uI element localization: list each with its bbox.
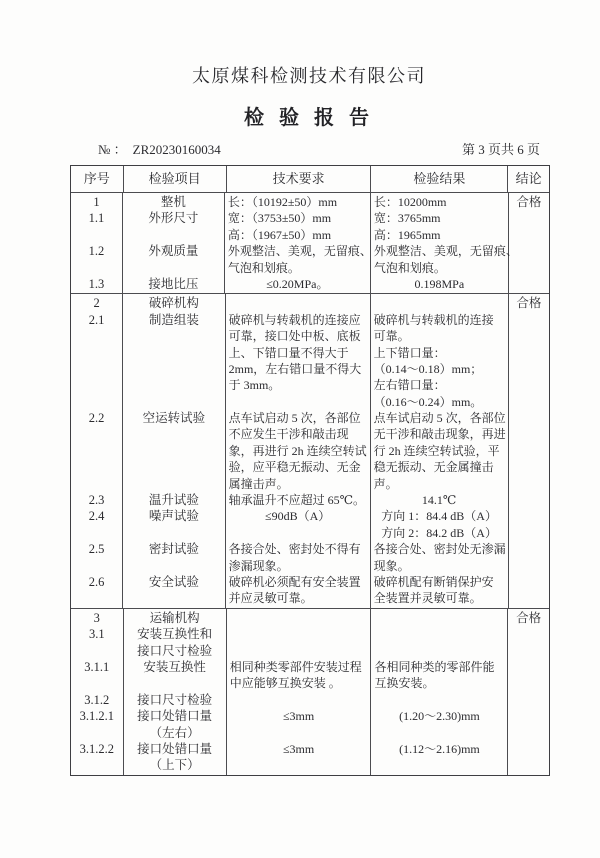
table-cell-line: 方向 1：84.4 dB（A）	[381, 509, 497, 524]
table-cell-line: （0.16～0.24）mm。	[373, 394, 483, 409]
table-cell-line: 3.1.2.1	[79, 709, 114, 724]
table-cell-line: 声。	[373, 476, 398, 491]
table-cell-line: 接口处错口量	[137, 741, 213, 756]
table-cell-line: 外观质量	[148, 244, 199, 259]
table-cell-line: 并应灵敏可靠。	[228, 591, 313, 606]
inspection-table	[70, 165, 550, 776]
table-column-res	[371, 609, 508, 775]
table-cell-line: 不应发生干涉和敲击现	[228, 427, 349, 442]
table-cell-line: 长：10200mm	[373, 195, 447, 209]
meta-row	[70, 139, 548, 158]
table-cell-line: 验，应平稳无振动、无金	[228, 460, 361, 475]
table-cell-line	[227, 725, 371, 741]
table-cell-line: 2.3	[88, 493, 105, 508]
table-cell-line: 破碎机与转载机的连接应	[228, 312, 361, 327]
header-cell-requirement: 技术要求	[227, 166, 372, 192]
table-cell-line	[371, 643, 507, 659]
table-cell-line: 破碎机配有断销保护安	[373, 574, 494, 589]
report-number-value: ZR20230160034	[132, 142, 221, 157]
header-cell-no: 序号	[71, 166, 124, 192]
table-cell-line: 属撞击声。	[228, 476, 289, 491]
table-cell-line: 可靠，接口处中板、底板	[228, 329, 361, 344]
table-cell-line	[227, 610, 371, 626]
table-cell-line: 噪声试验	[148, 509, 199, 524]
table-cell-line: 气泡和划痕。	[373, 260, 446, 275]
table-column-res	[371, 193, 518, 293]
table-cell-line: 稳无振动、无金属撞击	[373, 460, 494, 475]
table-cell-line	[371, 295, 508, 311]
table-cell-line: 14.1℃	[421, 493, 457, 508]
table-cell-line: 气泡和划痕。	[227, 260, 300, 275]
table-cell-line: ≤0.20MPa。	[266, 276, 329, 291]
table-cell-line	[71, 361, 122, 377]
table-cell-line: 上、下错口量不得大于	[228, 345, 349, 360]
table-cell-line: 空运转试验	[142, 411, 206, 426]
table-cell-line	[227, 643, 371, 659]
table-cell-line: 点车试启动 5 次，各部位	[373, 411, 506, 426]
table-cell-line: 中应能够互换安装 。	[229, 676, 341, 691]
table-cell-line: （0.14～0.18）mm；	[373, 361, 483, 376]
table-cell-line	[123, 227, 224, 243]
table-cell-line: 安全试验	[148, 574, 199, 589]
table-cell-line	[371, 725, 507, 741]
table-cell-line: 密封试验	[148, 542, 199, 557]
conclusion-cell	[508, 609, 549, 775]
table-cell-line: 行 2h 连续空转试验，平	[373, 443, 500, 458]
table-cell-line	[71, 643, 123, 659]
table-cell-line: 3.1.1	[84, 659, 110, 674]
table-cell-line: 左右错口量：	[373, 378, 446, 393]
table-cell-line	[71, 558, 122, 574]
table-cell-line: ≤3mm	[282, 709, 315, 724]
table-cell-line: 1.3	[88, 276, 105, 291]
table-cell-line	[123, 426, 224, 442]
table-cell-line: 外形尺寸	[148, 211, 199, 226]
table-cell-line: 2.4	[88, 509, 105, 524]
table-cell-line	[71, 260, 122, 276]
table-column-no	[71, 294, 123, 607]
table-cell-line	[227, 626, 371, 642]
table-cell-line: 安装互换性和	[137, 627, 213, 642]
table-cell-line	[71, 345, 122, 361]
table-cell-line	[123, 590, 224, 606]
table-cell-line	[71, 227, 122, 243]
table-cell-line: 于 3mm。	[228, 378, 281, 393]
report-number	[70, 139, 221, 158]
table-cell-line	[123, 459, 224, 475]
header-cell-conclusion: 结论	[515, 171, 542, 186]
conclusion-value: 合格	[516, 610, 542, 625]
table-cell-line: ≤90dB（A）	[265, 509, 331, 524]
table-cell-line	[227, 757, 371, 773]
table-column-item	[123, 193, 225, 293]
table-section	[71, 294, 549, 608]
table-cell-line: 破碎机与转载机的连接	[373, 312, 494, 327]
table-cell-line: 制造组装	[148, 312, 199, 327]
table-cell-line: 宽：3765mm	[373, 211, 441, 226]
table-cell-line	[123, 260, 224, 276]
table-section	[71, 193, 549, 294]
table-cell-line	[371, 610, 507, 626]
table-cell-line: 无干涉和敲击现象，再进	[373, 427, 506, 442]
table-column-req	[225, 193, 371, 293]
table-cell-line: 轴承温升不应超过 65℃。	[228, 493, 366, 508]
table-cell-line	[123, 328, 224, 344]
table-cell-line	[71, 525, 122, 541]
table-cell-line: 高：（1967±50）mm	[227, 227, 332, 242]
table-cell-line	[71, 590, 122, 606]
table-cell-line	[71, 328, 122, 344]
table-cell-line	[71, 426, 122, 442]
table-cell-line	[226, 525, 370, 541]
table-cell-line	[371, 626, 507, 642]
table-cell-line	[123, 394, 224, 410]
conclusion-value: 合格	[516, 296, 542, 311]
table-cell-line: 外观整洁、美观，无留痕、	[227, 244, 372, 259]
report-title: 检 验 报 告	[244, 107, 374, 129]
conclusion-cell	[509, 193, 549, 293]
table-cell-line: 接口尺寸检验	[137, 692, 213, 707]
table-cell-line	[124, 675, 226, 691]
table-cell-line: 2.1	[88, 312, 105, 327]
table-cell-line	[371, 692, 507, 708]
table-cell-line: 互换安装。	[374, 676, 435, 691]
table-cell-line: 全装置并灵敏可靠。	[373, 591, 482, 606]
table-cell-line: 接口尺寸检验	[137, 643, 213, 658]
page-indicator: 第 3 页共 6 页	[461, 142, 540, 157]
table-cell-line: 方向 2：84.2 dB（A）	[381, 525, 497, 540]
table-cell-line: 3	[93, 610, 100, 625]
table-column-item	[124, 609, 227, 775]
table-cell-line	[71, 377, 122, 393]
company-title: 太原煤科检测技术有限公司	[192, 66, 426, 86]
table-cell-line: 温升试验	[148, 493, 199, 508]
table-column-no	[71, 193, 123, 293]
table-cell-line: 运输机构	[149, 610, 200, 625]
table-cell-line: 可靠。	[373, 329, 410, 344]
table-column-no	[71, 609, 124, 775]
table-cell-line: 点车试启动 5 次，各部位	[228, 411, 361, 426]
table-cell-line	[71, 443, 122, 459]
header-cell-item: 检验项目	[124, 166, 227, 192]
conclusion-cell	[509, 294, 549, 607]
table-cell-line: (1.20～2.30)mm	[399, 709, 480, 724]
table-cell-line: （左右）	[149, 725, 200, 740]
table-cell-line	[71, 459, 122, 475]
table-cell-line: 安装互换性	[143, 659, 206, 674]
table-cell-line: 2	[93, 296, 100, 311]
table-cell-line	[123, 525, 224, 541]
table-cell-line	[123, 377, 224, 393]
table-cell-line: 高：1965mm	[373, 227, 441, 242]
table-cell-line: 1.1	[88, 211, 105, 226]
table-cell-line: 破碎机构	[148, 296, 199, 311]
table-cell-line: 宽：（3753±50）mm	[227, 211, 332, 226]
table-cell-line: 2.6	[88, 574, 105, 589]
table-cell-line: ≤3mm	[282, 741, 315, 756]
table-cell-line: 1	[93, 195, 100, 209]
table-cell-line	[123, 345, 224, 361]
table-cell-line: 接地比压	[148, 276, 199, 291]
table-cell-line	[371, 757, 507, 773]
table-cell-line	[71, 757, 123, 773]
table-cell-line: 2.5	[88, 542, 105, 557]
table-cell-line: 上下错口量：	[373, 345, 446, 360]
table-column-res	[371, 294, 509, 607]
table-column-item	[123, 294, 225, 607]
table-column-req	[227, 609, 372, 775]
table-cell-line	[71, 394, 122, 410]
table-cell-line: 各接合处、密封处不得有	[228, 542, 361, 557]
conclusion-value: 合格	[516, 195, 542, 209]
table-cell-line	[123, 443, 224, 459]
table-cell-line: 接口处错口量	[137, 709, 213, 724]
table-cell-line: 3.1.2	[84, 692, 110, 707]
header-cell-result: 检验结果	[371, 166, 508, 192]
table-cell-line: 3.1	[88, 627, 105, 642]
table-cell-line: 现象。	[373, 558, 410, 573]
table-cell-line: 2mm，左右错口量不得大	[228, 361, 362, 376]
table-cell-line: 长：（10192±50）mm	[227, 195, 338, 209]
table-cell-line	[71, 725, 123, 741]
table-cell-line	[71, 476, 122, 492]
table-cell-line	[123, 558, 224, 574]
table-cell-line	[226, 295, 370, 311]
table-cell-line: 各相同种类的零部件能	[374, 659, 495, 674]
table-cell-line: 破碎机必须配有安全装置	[228, 574, 361, 589]
table-section	[71, 609, 549, 775]
table-cell-line: (1.12～2.16)mm	[399, 741, 480, 756]
table-cell-line: 1.2	[88, 244, 105, 259]
table-cell-line: 0.198MPa	[414, 276, 465, 291]
table-cell-line: 2.2	[88, 411, 105, 426]
table-cell-line: 3.1.2.2	[79, 741, 114, 756]
report-number-label: № ：	[98, 142, 127, 157]
table-cell-line: 渗漏现象。	[228, 558, 289, 573]
table-column-req	[226, 294, 371, 607]
table-cell-line	[123, 361, 224, 377]
table-cell-line: 象，再进行 2h 连续空转试	[228, 443, 367, 458]
table-header-row	[71, 166, 549, 193]
table-cell-line	[71, 675, 123, 691]
table-body	[71, 193, 549, 775]
table-cell-line	[226, 394, 370, 410]
table-cell-line	[123, 476, 224, 492]
table-cell-line	[227, 692, 371, 708]
table-cell-line: 相同种类零部件安装过程	[229, 659, 362, 674]
table-cell-line: （上下）	[149, 758, 200, 773]
table-cell-line: 各接合处、密封处无渗漏	[373, 542, 506, 557]
table-cell-line: 外观整洁、美观，无留痕、	[373, 244, 518, 259]
table-cell-line: 整机	[160, 195, 186, 209]
